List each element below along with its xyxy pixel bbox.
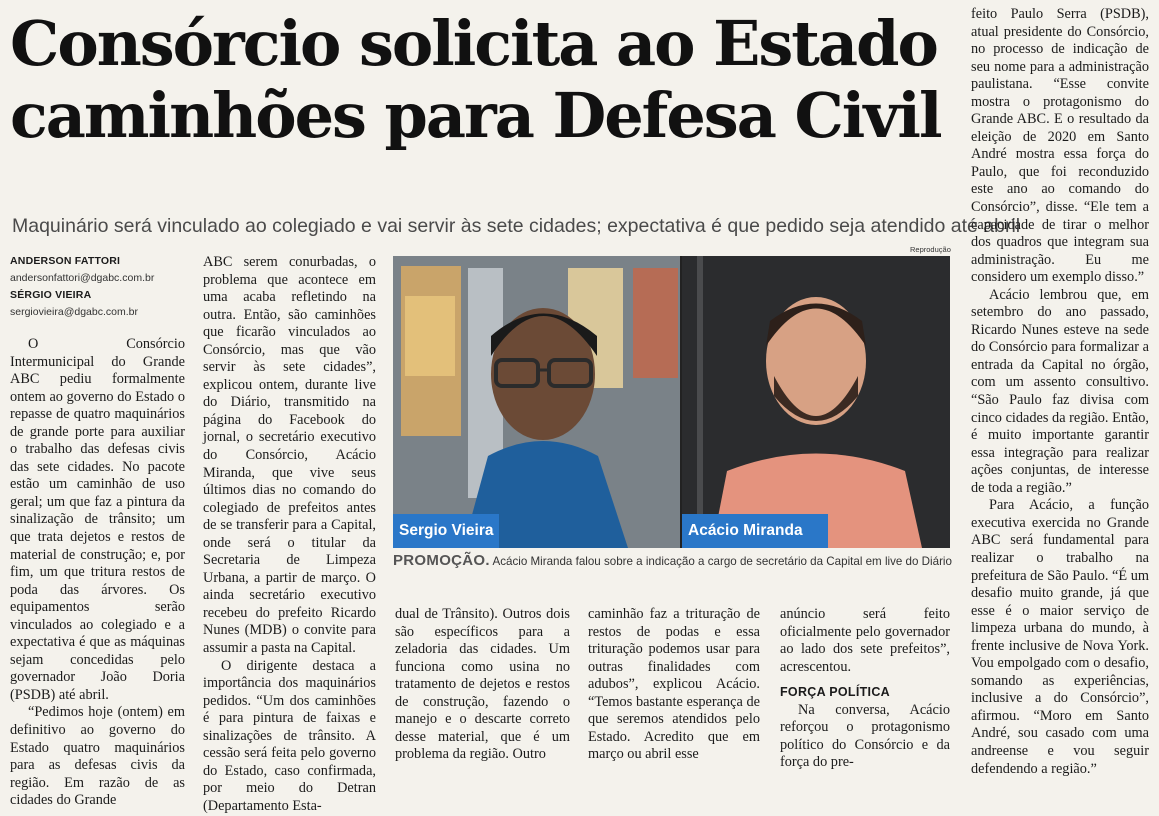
paragraph: O dirigente destaca a importância dos maquinários pedidos. “Um dos caminhões é para pintura de faixas e sinalizações de trânsito. A cessão será feita pelo governo do Estado, caso confirmada, por meio do Detran (Departamento Esta- <box>203 657 376 814</box>
photo-panel-right <box>682 256 950 548</box>
byline-email[interactable]: andersonfattori@dgabc.com.br <box>10 272 155 284</box>
headline-line-1: Consórcio solicita ao Estado <box>10 7 937 80</box>
byline-email[interactable]: sergiovieira@dgabc.com.br <box>10 306 138 318</box>
caption-text: Acácio Miranda falou sobre a indicação a cargo de secretário da Capital em live do Diário <box>492 555 952 568</box>
paragraph: ABC serem conurbadas, o problema que acontece em uma acaba refletindo na outra. Então, são caminhões que ficarão vinculados ao Consórcio, mas que vão servir às sete cidades”, explicou ontem, durante live do Diário, transmitido na página do Facebook do jornal, o secretário executivo do Consórcio, Acácio Miranda, que vive seus últimos dias no comando do colegiado de prefeitos antes de se transferir para a Capital, onde será o titular da Secretaria de Limpeza Urbana, a partir de março. O ainda secretário executivo recebeu do prefeito Ricardo Nunes (MDB) o convite para assumir a pasta na Capital. <box>203 254 376 657</box>
byline-name: SÉRGIO VIEIRA <box>10 289 92 301</box>
participant-name-right: Acácio Miranda <box>682 514 828 548</box>
paragraph: anúncio será feito oficialmente pelo governador ao lado dos sete prefeitos”, acrescentou. <box>780 606 950 675</box>
paragraph: Acácio lembrou que, em setembro do ano passado, Ricardo Nunes esteve na sede do Consórcio para formalizar a entrada da Capital no órgão, com um assento consultivo. “São Paulo faz divisa com cinco cidades da região. Então, é muito importante garantir essa integração para realizar ações conjuntas, de interesse de toda a região.” <box>971 286 1149 496</box>
byline-block <box>10 255 180 318</box>
headline-line-2: caminhões para Defesa Civil <box>10 79 941 152</box>
paragraph: dual de Trânsito). Outros dois são específicos para a zeladoria das cidades. Um funciona como usina no tratamento de dejetos e restos de construção, fazendo o manejo e o descarte correto desse material, que é um problema da região. Outro <box>395 606 570 763</box>
photo-caption <box>393 552 953 569</box>
paragraph: Para Acácio, a função executiva exercida no Grande ABC será fundamental para realizar o trabalho na prefeitura de São Paulo. “É um desafio muito grande, já que esse é o maior serviço de limpeza urbana do mundo, à frente inclusive de Nova York. Vou empolgado com o desafio, somando as experiências, inclusive a do Consórcio”, afirmou. “Moro em Santo André, sou casado com uma andreense e vou seguir defendendo a região.” <box>971 497 1149 777</box>
photo-credit: Reprodução <box>910 245 951 254</box>
video-call-photo <box>393 256 950 548</box>
headline <box>10 8 970 152</box>
article-column-4 <box>588 606 760 764</box>
article-column-6 <box>971 6 1149 778</box>
participant-name-left: Sergio Vieira <box>393 514 499 548</box>
photo-panel-left <box>393 256 680 548</box>
article-column-5 <box>780 606 950 772</box>
paragraph: feito Paulo Serra (PSDB), atual presidente do Consórcio, no processo de indicação de seu nome para a administração paulistana. “Esse convite mostra o protagonismo do Grande ABC. E o resultado da eleição de 2020 em Santo André mostra essa força do Paulo, que foi reconduzido este ano ao comando do Consórcio”, disse. “Ele tem a capacidade de tirar o melhor dos quadros que integram sua administração. Eu me considero um exemplo disso.” <box>971 6 1149 286</box>
article-column-2 <box>203 254 376 816</box>
subheadline: Maquinário será vinculado ao colegiado e vai servir às sete cidades; expectativa é que pedido seja atendido até abril <box>12 215 1021 237</box>
article-column-3 <box>395 606 570 764</box>
byline-name: ANDERSON FATTORI <box>10 255 121 267</box>
person-left-illustration <box>393 256 680 548</box>
section-subtitle: FORÇA POLÍTICA <box>780 685 890 700</box>
paragraph: “Pedimos hoje (ontem) em definitivo ao governo do Estado quatro maquinários para as defesas civis da região. Em razão de as cidades do Grande <box>10 704 185 809</box>
caption-label: PROMOÇÃO. <box>393 552 490 569</box>
paragraph: caminhão faz a trituração de restos de podas e essa trituração podemos usar para outras finalidades com adubos”, explicou Acácio. “Temos bastante esperança de que seremos atendidos pelo Estado. Acredito que em março ou abril esse <box>588 606 760 763</box>
article-column-1 <box>10 336 185 810</box>
paragraph: Na conversa, Acácio reforçou o protagonismo político do Consórcio e da força do pre- <box>780 701 950 771</box>
paragraph: O Consórcio Intermunicipal do Grande ABC pediu formalmente ontem ao governo do Estado o repasse de quatro maquinários de grande porte para auxiliar o trabalho das defesas civis das sete cidades. No pacote estão um caminhão de uso geral; um que faz a pintura da sinalização de trânsito; um que trata dejetos e restos de material de construção; e, por fim, um que tritura restos de poda das árvores. Os equipamentos serão vinculados ao colegiado e a expectativa é que as máquinas sejam concedidas pelo governador João Doria (PSDB) até abril. <box>10 336 185 703</box>
person-right-illustration <box>682 256 950 548</box>
